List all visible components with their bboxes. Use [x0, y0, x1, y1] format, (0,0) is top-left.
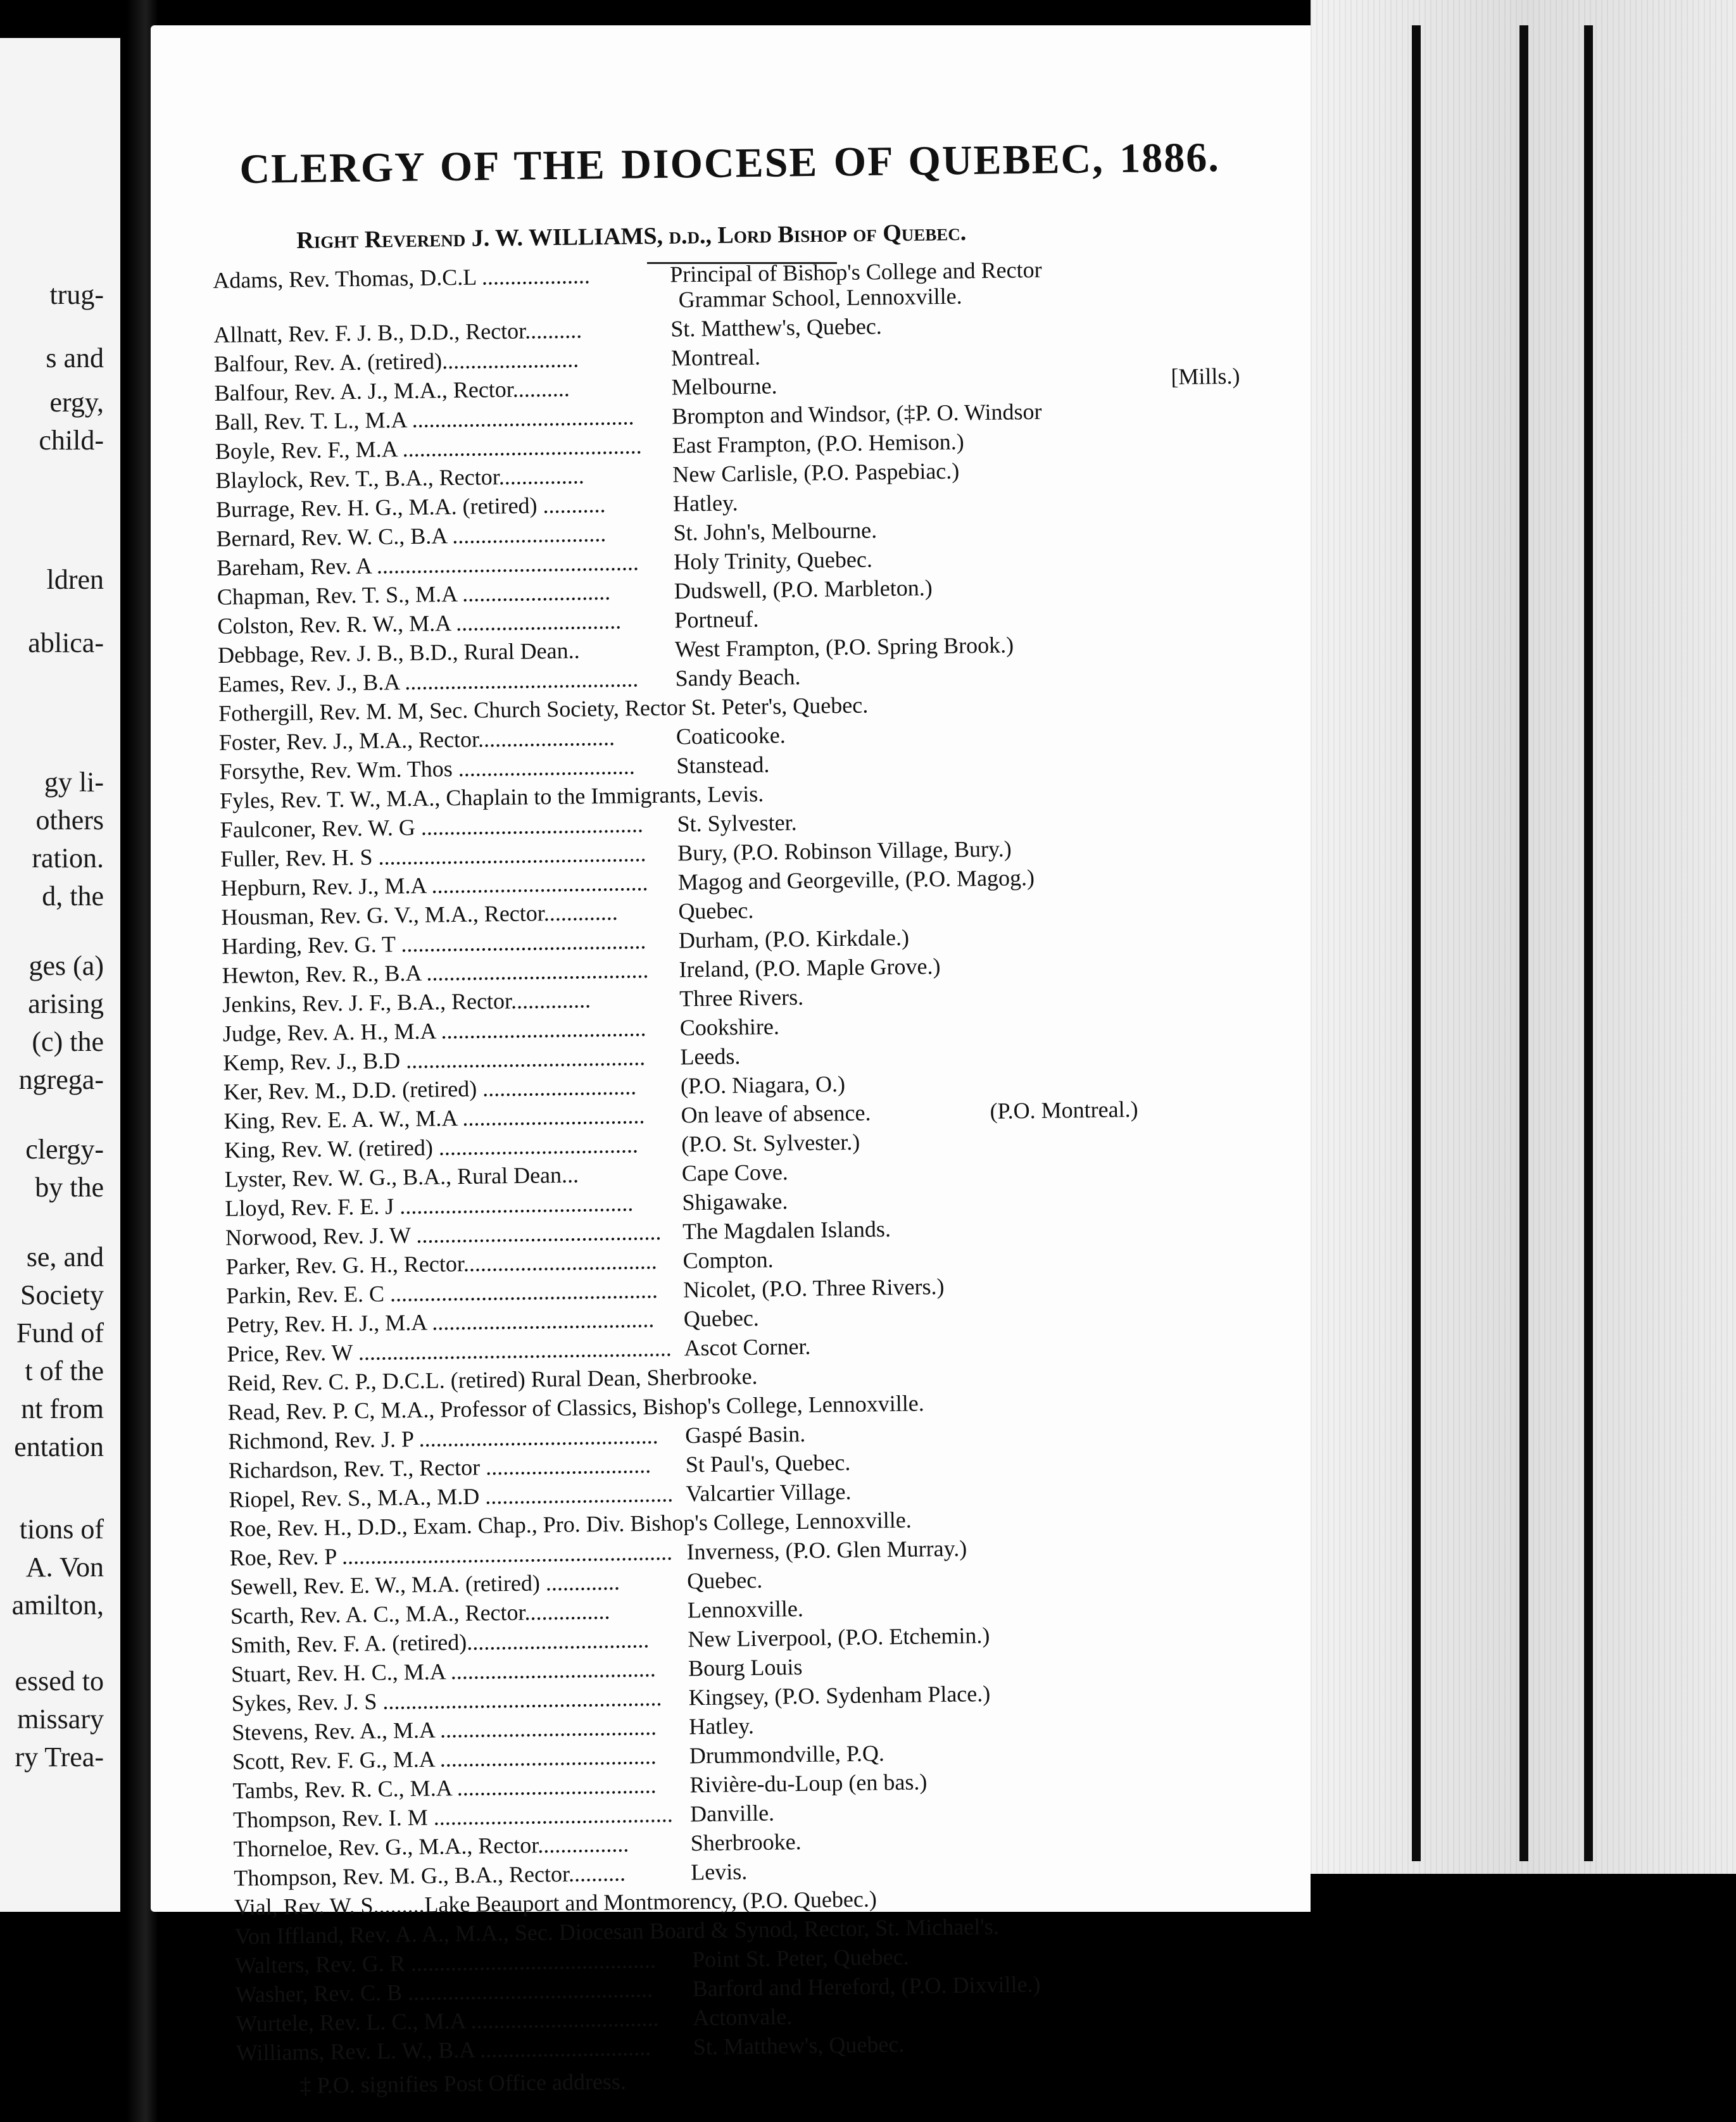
clergy-place: (P.O. Niagara, O.) [680, 1071, 846, 1099]
clergy-name: Riopel, Rev. S., M.A., M.D ................................. [229, 1481, 674, 1512]
clergy-place: Coaticooke. [676, 722, 786, 750]
clergy-name: Richardson, Rev. T., Rector ............................. [228, 1452, 651, 1483]
page-edge-line [1412, 25, 1421, 1861]
clergy-place: Montreal. [670, 344, 761, 371]
clergy-place: Gaspé Basin. [684, 1421, 806, 1448]
clergy-place: New Liverpool, (P.O. Etchemin.) [688, 1623, 990, 1652]
left-page-fragment: t of the [25, 1355, 104, 1386]
left-page-fragment: trug- [49, 279, 104, 310]
clergy-place: (P.O. St. Sylvester.) [681, 1129, 860, 1157]
clergy-place: Holy Trinity, Quebec. [673, 546, 873, 575]
left-page-fragment: Fund of [16, 1317, 104, 1348]
clergy-place: Three Rivers. [679, 984, 804, 1012]
clergy-name: Stevens, Rev. A., M.A ...................................... [232, 1714, 657, 1745]
clergy-name: Adams, Rev. Thomas, D.C.L ................... [213, 263, 591, 293]
clergy-place: The Magdalen Islands. [682, 1216, 891, 1245]
clergy-place: Cape Cove. [681, 1159, 789, 1186]
clergy-name: Hewton, Rev. R., B.A ....................................... [222, 957, 649, 988]
clergy-name: Washer, Rev. C. B ........................................... [235, 1976, 653, 2007]
clergy-name: Colston, Rev. R. W., M.A ............................. [217, 608, 622, 639]
clergy-note: (P.O. Montreal.) [990, 1096, 1138, 1124]
left-page-fragment: ergy, [49, 387, 104, 418]
left-page-fragment: clergy- [25, 1134, 104, 1165]
left-page-fragment: ges (a) [28, 950, 104, 981]
clergy-name: Foster, Rev. J., M.A., Rector........................ [218, 724, 615, 755]
page-edges [1311, 0, 1736, 1874]
left-page-fragment: ration. [32, 843, 104, 874]
left-page-fragment: essed to [15, 1666, 104, 1697]
clergy-place: Principal of Bishop's College and Rector [669, 256, 1042, 287]
clergy-name: Fuller, Rev. H. S ............................................... [220, 841, 646, 872]
clergy-name: Bareham, Rev. A .............................................. [216, 549, 639, 581]
clergy-place: Sherbrooke. [690, 1829, 802, 1856]
clergy-name: Balfour, Rev. A. (retired)........................ [213, 346, 579, 377]
clergy-name: Lyster, Rev. W. G., B.A., Rural Dean... [224, 1162, 579, 1192]
clergy-name: Jenkins, Rev. J. F., B.A., Rector.............. [222, 987, 591, 1017]
clergy-place: Magog and Georgeville, (P.O. Magog.) [677, 865, 1035, 895]
clergy-place: Danville. [689, 1800, 775, 1827]
clergy-place: Bury, (P.O. Robinson Village, Bury.) [677, 836, 1012, 866]
clergy-name: Walters, Rev. G. R ........................................... [234, 1947, 657, 1978]
left-page-fragment: others [35, 805, 104, 836]
clergy-name: Williams, Rev. L. W., B.A .............................. [236, 2035, 651, 2066]
clergy-place: Hatley. [672, 490, 738, 517]
clergy-name: Forsythe, Rev. Wm. Thos ............................... [219, 753, 636, 784]
clergy-place: Barford and Hereford, (P.O. Dixville.) [692, 1971, 1041, 2002]
left-page-fragment: ldren [46, 564, 104, 595]
clergy-name: Petry, Rev. H. J., M.A ....................................... [226, 1307, 655, 1338]
clergy-name: Wurtele, Rev. L. C., M.A ................................. [236, 2006, 659, 2037]
clergy-name: Parker, Rev. G. H., Rector.................................. [225, 1248, 658, 1279]
clergy-name: Price, Rev. W ....................................................... [227, 1335, 672, 1367]
page-edge-line [1584, 25, 1593, 1861]
clergy-place: Kingsey, (P.O. Sydenham Place.) [688, 1681, 991, 1711]
clergy-place: Sandy Beach. [675, 663, 801, 691]
left-page-fragment: nt from [21, 1393, 104, 1424]
page-edge-line [1519, 25, 1528, 1861]
clergy-name: Thompson, Rev. M. G., B.A., Rector.......... [234, 1860, 626, 1891]
clergy-place: St. Matthew's, Quebec. [670, 313, 883, 342]
left-page-fragment: entation [14, 1431, 104, 1462]
clergy-place: West Frampton, (P.O. Spring Brook.) [674, 632, 1014, 662]
clergy-place: Ireland, (P.O. Maple Grove.) [679, 953, 941, 983]
clergy-name: Thompson, Rev. I. M .......................................... [232, 1801, 673, 1833]
clergy-name: Judge, Rev. A. H., M.A .................................... [222, 1015, 646, 1046]
left-page-fragment: by the [35, 1172, 104, 1203]
left-page-fragment: (c) the [32, 1026, 104, 1057]
left-page-fragment: se, and [26, 1241, 104, 1272]
left-page-fragment: s and [46, 342, 104, 374]
left-page-fragment: ry Trea- [15, 1742, 104, 1773]
clergy-place: Lennoxville. [687, 1595, 804, 1623]
clergy-name: Sykes, Rev. J. S ................................................. [231, 1685, 662, 1716]
clergy-place: Melbourne. [671, 373, 777, 400]
clergy-place: Ascot Corner. [684, 1333, 811, 1361]
clergy-name: Chapman, Rev. T. S., M.A .......................... [217, 579, 611, 610]
clergy-name: Scarth, Rev. A. C., M.A., Rector............... [230, 1598, 610, 1629]
clergy-place: East Frampton, (P.O. Hemison.) [672, 429, 964, 458]
clergy-name: Bernard, Rev. W. C., B.A ........................... [216, 520, 607, 551]
left-page-fragment: ablica- [28, 627, 104, 658]
clergy-name: Richmond, Rev. J. P .......................................... [228, 1422, 658, 1454]
left-page-fragment: arising [28, 988, 104, 1019]
clergy-name: Thorneloe, Rev. G., M.A., Rector................ [233, 1831, 629, 1862]
clergy-place-continued: Grammar School, Lennoxville. [678, 283, 962, 313]
clergy-name: Blaylock, Rev. T., B.A., Rector............... [215, 463, 584, 493]
clergy-name: Balfour, Rev. A. J., M.A., Rector.......... [214, 375, 570, 406]
clergy-place: On leave of absence. [681, 1100, 871, 1128]
clergy-place: Point St. Peter, Quebec. [691, 1943, 909, 1973]
clergy-place: Actonvale. [693, 2004, 793, 2031]
page-title: CLERGY OF THE DIOCESE OF QUEBEC, 1886. [239, 134, 1221, 192]
clergy-place: Valcartier Village. [686, 1478, 852, 1507]
left-page-fragment: amilton, [11, 1590, 104, 1621]
clergy-name: Roe, Rev. P .......................................................... [229, 1539, 673, 1571]
clergy-name: King, Rev. W. (retired) ................................... [224, 1132, 639, 1163]
clergy-name: Debbage, Rev. J. B., B.D., Rural Dean.. [217, 637, 580, 668]
clergy-place: Shigawake. [682, 1188, 788, 1215]
clergy-place: Stanstead. [676, 751, 770, 779]
clergy-place: Portneuf. [674, 606, 759, 633]
clergy-name: Roe, Rev. H., D.D., Exam. Chap., Pro. Div. Bishop's College, Lennoxville. [229, 1507, 912, 1541]
left-page-fragment: ngrega- [18, 1064, 104, 1095]
page-edges-shadow [1311, 1874, 1736, 2122]
left-page [0, 38, 120, 1912]
clergy-place: Nicolet, (P.O. Three Rivers.) [682, 1274, 945, 1303]
clergy-place: Inverness, (P.O. Glen Murray.) [686, 1535, 967, 1565]
clergy-name: Reid, Rev. C. P., D.C.L. (retired) Rural Dean, Sherbrooke. [227, 1363, 758, 1396]
clergy-name: Sewell, Rev. E. W., M.A. (retired) ............. [230, 1569, 620, 1600]
clergy-place: St. John's, Melbourne. [673, 517, 877, 546]
clergy-place: St. Matthew's, Quebec. [693, 2031, 905, 2060]
clergy-name: Fyles, Rev. T. W., M.A., Chaplain to the Immigrants, Levis. [219, 781, 764, 813]
clergy-place: Hatley. [689, 1713, 755, 1740]
clergy-name: Smith, Rev. F. A. (retired)................................ [230, 1627, 650, 1658]
clergy-name: Ball, Rev. T. L., M.A ....................................... [214, 404, 634, 435]
clergy-name: Ker, Rev. M., D.D. (retired) ........................... [223, 1074, 637, 1105]
clergy-place: Levis. [691, 1859, 748, 1885]
bishop-line: Right Reverend J. W. WILLIAMS, d.d., Lord Bishop of Quebec. [296, 219, 967, 254]
clergy-name: Eames, Rev. J., B.A ......................................... [218, 666, 639, 697]
clergy-place: St. Sylvester. [677, 810, 797, 837]
clergy-name: Kemp, Rev. J., B.D .......................................... [223, 1045, 646, 1076]
clergy-place: Quebec. [678, 897, 754, 924]
clergy-name: Stuart, Rev. H. C., M.A .................................... [230, 1656, 657, 1687]
document-page [151, 25, 1316, 2099]
clergy-name: Vial, Rev. W. S.........Lake Beauport and Montmorency, (P.O. Quebec.) [234, 1886, 877, 1920]
clergy-name: Burrage, Rev. H. G., M.A. (retired) ........... [215, 491, 606, 522]
clergy-place: Quebec. [683, 1305, 760, 1332]
clergy-name: Fothergill, Rev. M. M, Sec. Church Society, Rector St. Peter's, Quebec. [218, 692, 869, 726]
left-page-fragment: missary [17, 1704, 104, 1735]
clergy-place: New Carlisle, (P.O. Paspebiac.) [672, 458, 960, 487]
clergy-note: [Mills.) [1171, 363, 1240, 390]
footnote: ‡ P.O. signifies Post Office address. [299, 2068, 627, 2099]
left-page-fragment: tions of [19, 1514, 104, 1545]
left-page-fragment: d, the [42, 881, 104, 912]
clergy-name: Read, Rev. P. C, M.A., Professor of Classics, Bishop's College, Lennoxville. [227, 1390, 924, 1425]
clergy-place: Dudswell, (P.O. Marbleton.) [674, 575, 933, 604]
clergy-place: Bourg Louis [688, 1654, 803, 1681]
clergy-place: Compton. [682, 1246, 774, 1274]
clergy-name: Parkin, Rev. E. C ............................................... [226, 1277, 658, 1309]
clergy-place: St Paul's, Quebec. [685, 1449, 851, 1478]
clergy-name: Norwood, Rev. J. W ........................................... [225, 1219, 662, 1250]
clergy-name: Scott, Rev. F. G., M.A ...................................... [232, 1743, 657, 1774]
clergy-name: Lloyd, Rev. F. E. J ......................................... [225, 1190, 634, 1221]
left-page-fragment: Society [20, 1279, 104, 1310]
clergy-place: Cookshire. [679, 1014, 780, 1041]
clergy-name: Von Iffland, Rev. A. A., M.A., Sec. Diocesan Board & Synod, Rector, St. Michael's. [234, 1913, 999, 1949]
clergy-name: Harding, Rev. G. T ........................................... [221, 928, 646, 959]
clergy-name: Tambs, Rev. R. C., M.A ................................... [232, 1773, 657, 1804]
left-page-fragment: gy li- [44, 767, 104, 798]
left-page-fragment: child- [39, 425, 104, 456]
left-page-fragment: A. Von [25, 1552, 104, 1583]
clergy-place: Leeds. [680, 1043, 741, 1070]
clergy-name: Hepburn, Rev. J., M.A ...................................... [220, 870, 648, 901]
clergy-place: Quebec. [686, 1567, 763, 1594]
clergy-list [213, 251, 1326, 2105]
clergy-name: Faulconer, Rev. W. G ....................................... [220, 812, 644, 843]
clergy-name: Housman, Rev. G. V., M.A., Rector............. [221, 899, 619, 930]
clergy-name: Allnatt, Rev. F. J. B., D.D., Rector.......... [213, 317, 582, 348]
clergy-place: Brompton and Windsor, (‡P. O. Windsor [671, 398, 1042, 429]
clergy-place: Rivière-du-Loup (en bas.) [689, 1769, 928, 1798]
clergy-place: Drummondville, P.Q. [689, 1740, 885, 1769]
clergy-name: King, Rev. E. A. W., M.A ................................ [223, 1103, 645, 1134]
clergy-name: Boyle, Rev. F., M.A .......................................... [215, 433, 642, 464]
clergy-place: Durham, (P.O. Kirkdale.) [678, 924, 910, 953]
